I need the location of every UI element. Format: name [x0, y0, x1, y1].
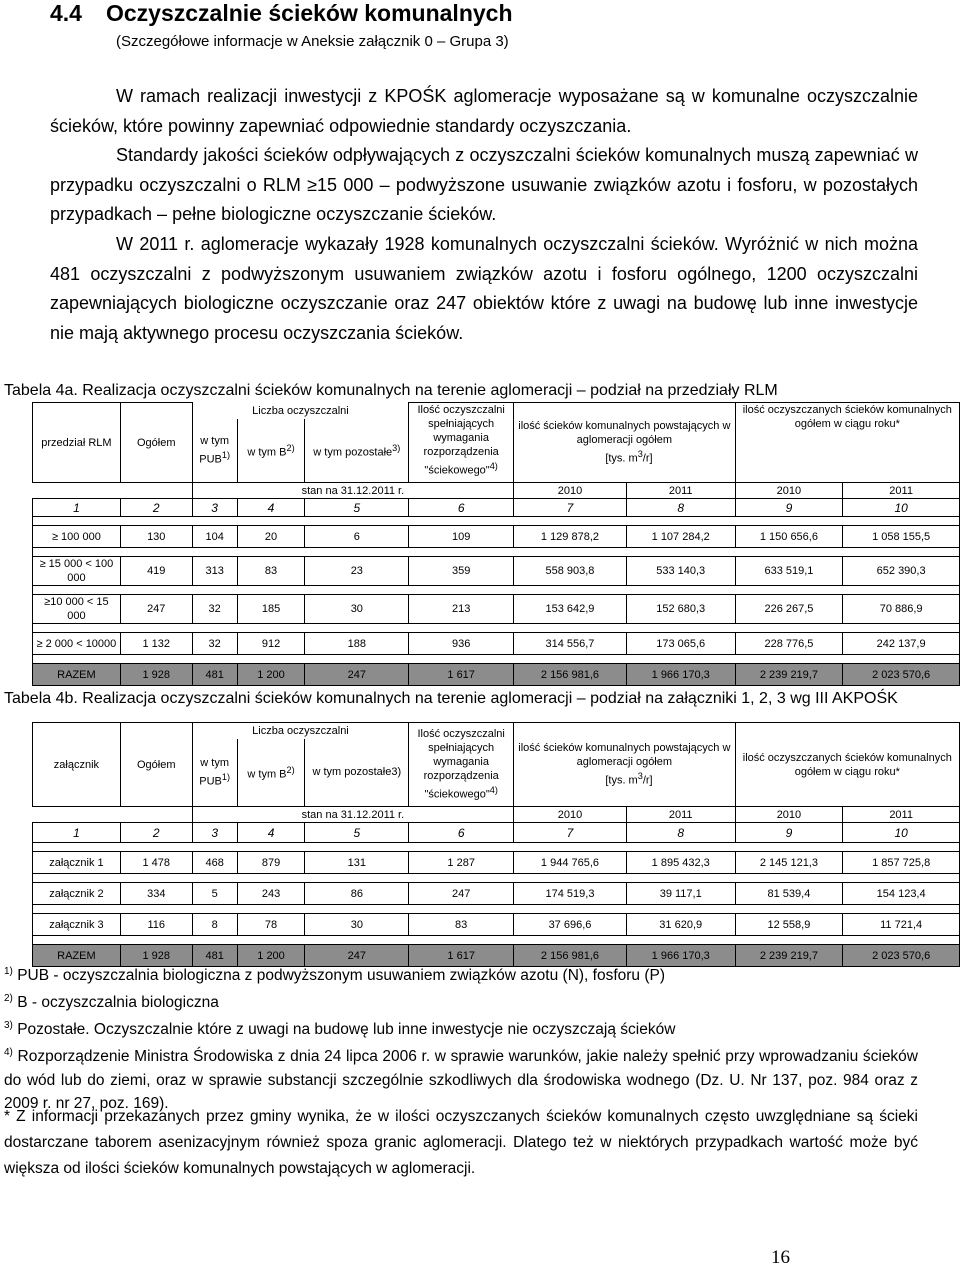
value-cell: 247 [409, 883, 514, 905]
year-label: 2010 [514, 483, 627, 499]
header-pub: w tym PUB$^{1)}$ [192, 739, 237, 807]
value-cell: 213 [409, 595, 514, 624]
star-note: * Z informacji przekazanych przez gminy wynika, że w ilości oczyszczanych ścieków komunalnych często uwzględniane są ścieki dostarczane taborem asenizacyjnym również spoza granic aglomeracji. Dlatego też w niektórych przypadkach wartość może być większa od ilości ścieków komunalnych powstających w aglomeracji. [4, 1108, 918, 1177]
value-cell: 104 [192, 526, 237, 548]
header-pozostale: w tym pozostałe$^{3)}$ [305, 419, 409, 483]
powst-label: ilość ścieków komunalnych powstających w aglomeracji ogółem [518, 742, 731, 769]
index-cell: 10 [843, 499, 960, 517]
table-b-body [33, 843, 960, 967]
value-cell: 188 [305, 633, 409, 655]
index-cell: 5 [305, 499, 409, 517]
value-cell: 30 [305, 595, 409, 624]
year-label: 2011 [626, 483, 735, 499]
table-row [33, 526, 960, 548]
value-cell: 912 [237, 633, 305, 655]
value-cell: 2 239 219,7 [735, 945, 843, 967]
value-cell: 243 [237, 883, 305, 905]
value-cell: 1 966 170,3 [626, 664, 735, 686]
row-label-cell: RAZEM [33, 945, 121, 967]
year-label: 2010 [735, 807, 843, 823]
value-cell: 1 478 [120, 852, 192, 874]
value-cell: 5 [192, 883, 237, 905]
header-liczba: Liczba oczyszczalni [192, 723, 409, 739]
row-label-cell: RAZEM [33, 664, 121, 686]
row-label-cell: załącznik 2 [33, 883, 121, 905]
header-oczysz: ilość oczyszczanych ścieków komunalnych ogółem w ciągu roku* [735, 723, 959, 807]
spacer-row [33, 517, 960, 526]
header-pozostale: w tym pozostałe3) [305, 739, 409, 807]
section-title: Oczyszczalnie ścieków komunalnych [106, 0, 513, 26]
spacer-row [33, 586, 960, 595]
value-cell: 81 539,4 [735, 883, 843, 905]
header-ilosc-spel: Ilość oczyszczalni spełniających wymagania rozporządzenia "ściekowego"$^{4)}$ [409, 403, 514, 483]
value-cell: 1 617 [409, 945, 514, 967]
table-row [33, 883, 960, 905]
value-cell: 116 [120, 914, 192, 936]
value-cell: 8 [192, 914, 237, 936]
header-first-col: przedział RLM [33, 403, 121, 483]
year-label: 2011 [843, 807, 960, 823]
year-label: 2011 [843, 483, 960, 499]
value-cell: 334 [120, 883, 192, 905]
table-a-caption: Tabela 4a. Realizacja oczyszczalni ścieków komunalnych na terenie aglomeracji – podział na przedziały RLM [4, 382, 778, 399]
value-cell: 174 519,3 [514, 883, 627, 905]
value-cell: 11 721,4 [843, 914, 960, 936]
row-label-cell: ≥ 100 000 [33, 526, 121, 548]
table-row [33, 595, 960, 624]
value-cell: 185 [237, 595, 305, 624]
table-row [33, 914, 960, 936]
index-cell: 8 [626, 499, 735, 517]
value-cell: 1 150 656,6 [735, 526, 843, 548]
value-cell: 533 140,3 [626, 557, 735, 586]
value-cell: 247 [305, 945, 409, 967]
value-cell: 109 [409, 526, 514, 548]
value-cell: 1 944 765,6 [514, 852, 627, 874]
header-ogolem: Ogółem [120, 403, 192, 483]
value-cell: 37 696,6 [514, 914, 627, 936]
spacer-row [33, 843, 960, 852]
header-b: w tym $B^{2)}$ [237, 419, 305, 483]
footnote: $^{4)}$ Rozporządzenie Ministra Środowiska z dnia 24 lipca 2006 r. w sprawie warunków, jakie należy spełnić przy wprowadzaniu ścieków do wód lub do ziemi, oraz w sprawie substancji szczególnie szkodliwych dla środowiska wodnego (Dz. U. Nr 137, poz. 984 oraz z 2009 r. nr 27, poz. 169). [4, 1047, 918, 1112]
table-row [33, 557, 960, 586]
index-cell: 1 [33, 823, 121, 843]
value-cell: 468 [192, 852, 237, 874]
row-label-cell: ≥ 15 000 < 100 000 [33, 557, 121, 586]
value-cell: 1 287 [409, 852, 514, 874]
value-cell: 2 156 981,6 [514, 945, 627, 967]
value-cell: 1 200 [237, 664, 305, 686]
spacer-row [33, 624, 960, 633]
footnote: $^{3)}$ Pozostałe. Oczyszczalnie które z uwagi na budowę lub inne inwestycje nie oczyszczają ścieków [4, 1020, 676, 1039]
value-cell: 633 519,1 [735, 557, 843, 586]
index-cell: 8 [626, 823, 735, 843]
spacer-row [33, 905, 960, 914]
value-cell: 419 [120, 557, 192, 586]
value-cell: 2 023 570,6 [843, 664, 960, 686]
value-cell: 1 895 432,3 [626, 852, 735, 874]
value-cell: 153 642,9 [514, 595, 627, 624]
powst-label: ilość ścieków komunalnych powstających w aglomeracji ogółem [518, 420, 731, 447]
value-cell: 12 558,9 [735, 914, 843, 936]
paragraph-3: W 2011 r. aglomeracje wykazały 1928 komunalnych oczyszczalni ścieków. Wyróżnić w nich można 481 oczyszczalni z podwyższonym usuwaniem związków azotu i fosforu ogólnego, 1200 oczyszczalni zapewniających biologiczne oczyszczanie oraz 247 obiektów które z uwagi na budowę lub inne inwestycje nie mają aktywnego procesu oczyszczania ścieków. [50, 234, 918, 344]
value-cell: 1 107 284,2 [626, 526, 735, 548]
index-cell: 7 [514, 823, 627, 843]
spacer-row [33, 936, 960, 945]
unit-label: [tys. $m^3/r$] [605, 449, 653, 465]
row-label-cell: załącznik 3 [33, 914, 121, 936]
header-oczysz: ilość oczyszczanych ścieków komunalnych ogółem w ciągu roku* [735, 403, 959, 483]
section-heading [50, 0, 513, 27]
year-label: 2011 [626, 807, 735, 823]
value-cell: 2 156 981,6 [514, 664, 627, 686]
value-cell: 1 617 [409, 664, 514, 686]
value-cell: 1 966 170,3 [626, 945, 735, 967]
index-cell: 9 [735, 823, 843, 843]
value-cell: 247 [120, 595, 192, 624]
value-cell: 70 886,9 [843, 595, 960, 624]
value-cell: 83 [409, 914, 514, 936]
footnotes [4, 960, 918, 1115]
value-cell: 652 390,3 [843, 557, 960, 586]
header-liczba: Liczba oczyszczalni [192, 403, 409, 419]
value-cell: 131 [305, 852, 409, 874]
table-b-caption: Tabela 4b. Realizacja oczyszczalni ścieków komunalnych na terenie aglomeracji – podział na załączniki 1, 2, 3 wg III AKPOŚK [4, 690, 898, 707]
value-cell: 359 [409, 557, 514, 586]
table-b [32, 722, 960, 967]
index-cell: 3 [192, 499, 237, 517]
year-label: 2010 [735, 483, 843, 499]
value-cell: 226 267,5 [735, 595, 843, 624]
stan-label: stan na 31.12.2011 r. [192, 807, 513, 823]
value-cell: 1 129 878,2 [514, 526, 627, 548]
table-row [33, 852, 960, 874]
stan-label: stan na 31.12.2011 r. [192, 483, 513, 499]
value-cell: 313 [192, 557, 237, 586]
row-label-cell: ≥ 2 000 < 10000 [33, 633, 121, 655]
value-cell: 173 065,6 [626, 633, 735, 655]
value-cell: 1 857 725,8 [843, 852, 960, 874]
index-cell: 4 [237, 499, 305, 517]
value-cell: 247 [305, 664, 409, 686]
value-cell: 6 [305, 526, 409, 548]
value-cell: 1 200 [237, 945, 305, 967]
spacer-row [33, 874, 960, 883]
footnote: $^{1)}$ PUB - oczyszczalnia biologiczna z podwyższonym usuwaniem związków azotu (N), fosforu (P) [4, 966, 666, 985]
table-row [33, 633, 960, 655]
index-cell: 7 [514, 499, 627, 517]
paragraph-2: Standardy jakości ścieków odpływających z oczyszczalni ścieków komunalnych muszą zapewniać w przypadku oczyszczalni o RLM ≥15 000 – podwyższone usuwanie związków azotu i fosforu, w pozostałych przypadkach – pełne biologiczne oczyszczanie ścieków. [50, 145, 918, 225]
index-cell: 6 [409, 823, 514, 843]
value-cell: 32 [192, 633, 237, 655]
header-powst [514, 403, 735, 483]
index-cell: 3 [192, 823, 237, 843]
value-cell: 228 776,5 [735, 633, 843, 655]
value-cell: 20 [237, 526, 305, 548]
value-cell: 1 928 [120, 664, 192, 686]
value-cell: 314 556,7 [514, 633, 627, 655]
index-cell: 4 [237, 823, 305, 843]
total-row [33, 664, 960, 686]
index-cell: 2 [120, 823, 192, 843]
header-ogolem: Ogółem [120, 723, 192, 807]
value-cell: 242 137,9 [843, 633, 960, 655]
paragraph-1: W ramach realizacji inwestycji z KPOŚK aglomeracje wyposażane są w komunalne oczyszczalnie ścieków, które powinny zapewniać odpowiednie standardy oczyszczania. [50, 86, 918, 136]
footnote: $^{2)}$ B - oczyszczalnia biologiczna [4, 993, 219, 1012]
value-cell: 154 123,4 [843, 883, 960, 905]
value-cell: 31 620,9 [626, 914, 735, 936]
row-label-cell: ≥10 000 < 15 000 [33, 595, 121, 624]
unit-label: [tys. $m^3/r$] [605, 771, 653, 787]
value-cell: 1 132 [120, 633, 192, 655]
value-cell: 879 [237, 852, 305, 874]
value-cell: 936 [409, 633, 514, 655]
row-label-cell: załącznik 1 [33, 852, 121, 874]
index-cell: 1 [33, 499, 121, 517]
value-cell: 39 117,1 [626, 883, 735, 905]
header-pub: w tym PUB$^{1)}$ [192, 419, 237, 483]
value-cell: 86 [305, 883, 409, 905]
value-cell: 2 023 570,6 [843, 945, 960, 967]
section-number: 4.4 [50, 0, 82, 26]
index-cell: 10 [843, 823, 960, 843]
table-a-body [33, 517, 960, 686]
value-cell: 130 [120, 526, 192, 548]
page-number: 16 [771, 1247, 790, 1268]
header-ilosc-spel: Ilość oczyszczalni spełniających wymagania rozporządzenia "ściekowego"$^{4)}$ [409, 723, 514, 807]
value-cell: 481 [192, 664, 237, 686]
index-cell: 6 [409, 499, 514, 517]
index-cell: 5 [305, 823, 409, 843]
value-cell: 1 058 155,5 [843, 526, 960, 548]
value-cell: 2 145 121,3 [735, 852, 843, 874]
header-b: w tym $B^{2)}$ [237, 739, 305, 807]
spacer-row [33, 655, 960, 664]
spacer-row [33, 548, 960, 557]
index-cell: 9 [735, 499, 843, 517]
header-powst [514, 723, 735, 807]
value-cell: 152 680,3 [626, 595, 735, 624]
value-cell: 23 [305, 557, 409, 586]
value-cell: 32 [192, 595, 237, 624]
value-cell: 2 239 219,7 [735, 664, 843, 686]
value-cell: 78 [237, 914, 305, 936]
header-first-col: załącznik [33, 723, 121, 807]
value-cell: 1 928 [120, 945, 192, 967]
value-cell: 83 [237, 557, 305, 586]
index-cell: 2 [120, 499, 192, 517]
value-cell: 481 [192, 945, 237, 967]
value-cell: 30 [305, 914, 409, 936]
year-label: 2010 [514, 807, 627, 823]
section-subtitle: (Szczegółowe informacje w Aneksie załącznik 0 – Grupa 3) [116, 33, 509, 50]
table-a [32, 402, 960, 686]
value-cell: 558 903,8 [514, 557, 627, 586]
